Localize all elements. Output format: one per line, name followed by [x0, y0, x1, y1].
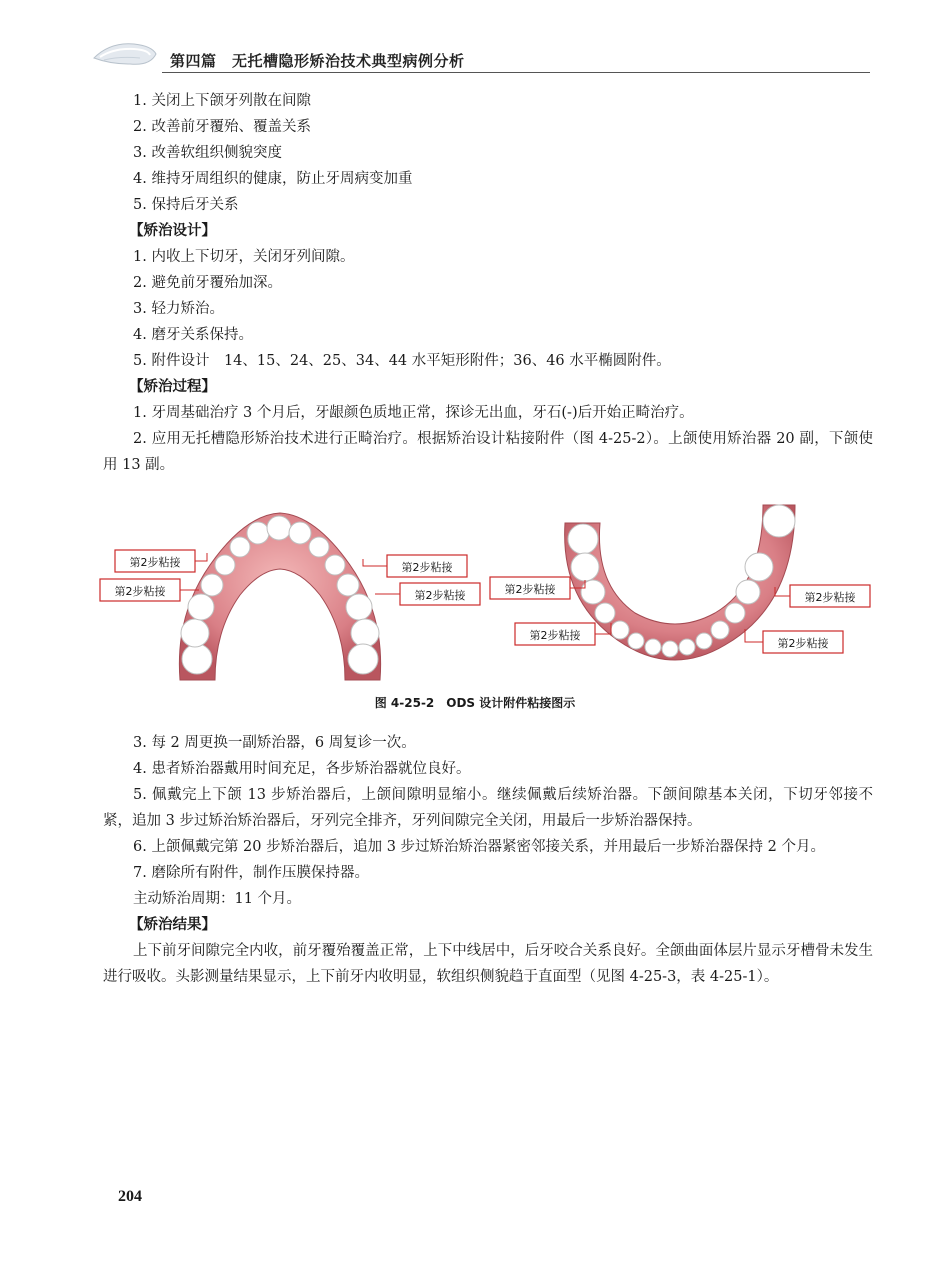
- process-para-5: 5. 佩戴完上下颌 13 步矫治器后，上颌间隙明显缩小。继续佩戴后续矫治器。下颌间隙基本关闭，下切牙邻接不紧，追加 3 步过矫治矫治器后，牙列完全排齐，牙列间隙完全关闭，用最后一步矫治器保持。: [103, 787, 873, 829]
- page-header: [90, 38, 870, 74]
- label-text: 第2步粘接: [401, 561, 453, 574]
- result-text: 上下前牙间隙完全内收，前牙覆殆覆盖正常，上下中线居中，后牙咬合关系良好。全颌曲面体层片显示牙槽骨未发生进行吸收。头影测量结果显示，上下前牙内收明显，软组织侧貌趋于直面型（见图 4-25-3，表 4-25-1）。: [103, 943, 873, 985]
- process-para-1: 1. 牙周基础治疗 3 个月后，牙龈颜色质地正常，探诊无出血，牙石(-)后开始正畸治疗。: [133, 405, 694, 421]
- goal-3: 3. 改善软组织侧貌突度: [133, 145, 282, 161]
- figure-caption: 图 4-25-2 ODS 设计附件粘接图示: [374, 696, 576, 710]
- design-item-3: 3. 轻力矫治。: [133, 301, 224, 317]
- goal-1: 1. 关闭上下颌牙列散在间隙: [133, 93, 311, 109]
- attachment-figure: [95, 495, 875, 695]
- chapter-title: 第四篇 无托槽隐形矫治技术典型病例分析: [170, 52, 465, 70]
- result-heading: 【矫治结果】: [129, 917, 216, 933]
- design-item-5: 5. 附件设计 14、15、24、25、34、44 水平矩形附件；36、46 水平椭圆附件。: [133, 353, 671, 369]
- upper-arch-image: [179, 513, 380, 680]
- label-text: 第2步粘接: [504, 583, 556, 596]
- process-para-6: 6. 上颌佩戴完第 20 步矫治器后，追加 3 步过矫治矫治器紧密邻接关系，并用最后一步矫治器保持 2 个月。: [133, 839, 825, 855]
- process-heading: 【矫治过程】: [129, 379, 216, 395]
- goal-5: 5. 保持后牙关系: [133, 197, 239, 213]
- label-text: 第2步粘接: [777, 637, 829, 650]
- process-para-7: 7. 磨除所有附件，制作压膜保持器。: [133, 865, 369, 881]
- lower-arch-image: [565, 505, 795, 660]
- process-para-3: 3. 每 2 周更换一副矫治器，6 周复诊一次。: [133, 735, 416, 751]
- goal-2: 2. 改善前牙覆殆、覆盖关系: [133, 119, 311, 135]
- design-item-2: 2. 避免前牙覆殆加深。: [133, 275, 282, 291]
- label-text: 第2步粘接: [129, 556, 181, 569]
- header-rule: [162, 72, 870, 73]
- treatment-period: 主动矫治周期：11 个月。: [133, 891, 302, 907]
- main-text-bottom: [103, 730, 873, 990]
- leader-line: [745, 629, 763, 642]
- process-para-4: 4. 患者矫治器戴用时间充足，各步矫治器就位良好。: [133, 761, 471, 777]
- design-item-4: 4. 磨牙关系保持。: [133, 327, 253, 343]
- page-number: 204: [118, 1188, 142, 1205]
- goal-4: 4. 维持牙周组织的健康，防止牙周病变加重: [133, 171, 413, 187]
- aligner-logo-icon: [90, 38, 160, 72]
- label-text: 第2步粘接: [114, 585, 166, 598]
- label-text: 第2步粘接: [529, 629, 581, 642]
- leader-line: [363, 559, 387, 566]
- main-text-top: [103, 88, 873, 478]
- process-para-2: 2. 应用无托槽隐形矫治技术进行正畸治疗。根据矫治设计粘接附件（图 4-25-2）。上颌使用矫治器 20 副，下颌使用 13 副。: [103, 431, 873, 473]
- label-text: 第2步粘接: [804, 591, 856, 604]
- leader-line: [195, 553, 207, 561]
- label-text: 第2步粘接: [414, 589, 466, 602]
- design-item-1: 1. 内收上下切牙，关闭牙列间隙。: [133, 249, 355, 265]
- design-heading: 【矫治设计】: [129, 223, 216, 239]
